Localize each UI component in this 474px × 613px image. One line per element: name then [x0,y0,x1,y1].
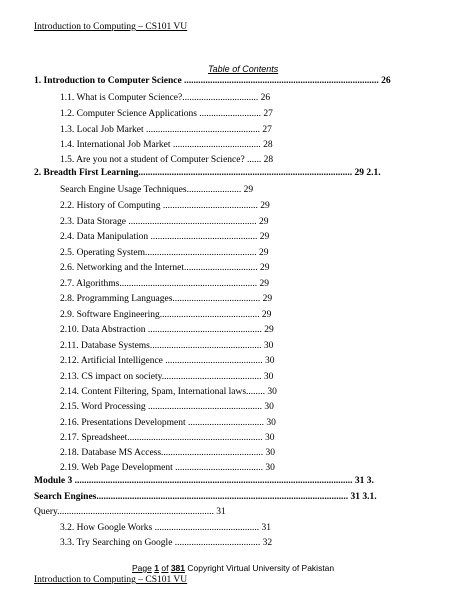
toc-entry[interactable]: 1.5. Are you not a student of Computer Science? ...... 28 [60,155,274,165]
toc-entry[interactable]: 2.9. Software Engineering.......................................... 29 [60,310,272,320]
page-header: Introduction to Computing – CS101 VU [34,22,188,32]
toc-entry[interactable]: 2.15. Word Processing ................................................ 30 [60,402,274,412]
copyright-text: Copyright Virtual University of Pakistan [187,563,335,573]
toc-entry[interactable]: 2.11. Database Systems............................................... 30 [60,341,274,351]
toc-entry[interactable]: 2. Breadth First Learning.......................................................................................... 29 2.1. [34,168,381,178]
toc-entry[interactable]: 2.5. Operating System............................................... 29 [60,248,269,258]
toc-entry[interactable]: 2.6. Networking and the Internet............................... 29 [60,263,270,273]
toc-entry[interactable]: 1.2. Computer Science Applications .......................... 27 [60,109,273,119]
toc-entry[interactable]: 1. Introduction to Computer Science .................................................................................. 26 [34,76,391,86]
toc-title: Table of Contents [208,64,279,74]
toc-entry[interactable]: Query.................................................................. 31 [34,507,226,517]
toc-entry[interactable]: 1.4. International Job Market ..................................... 28 [60,140,273,150]
toc-entry[interactable]: 2.17. Spreadsheet......................................................... 30 [60,433,275,443]
toc-entry[interactable]: 2.19. Web Page Development ..................................... 30 [60,463,275,473]
toc-entry[interactable]: 2.18. Database MS Access........................................... 30 [60,448,276,458]
toc-entry[interactable]: 1.1. What is Computer Science?................................ 26 [60,93,271,103]
toc-entry[interactable]: 2.7. Algorithms.......................................................... 29 [60,279,270,289]
toc-entry[interactable]: 3.2. How Google Works ............................................ 31 [60,523,271,533]
toc-entry[interactable]: 2.12. Artificial Intelligence ......................................... 30 [60,356,275,366]
toc-entry[interactable]: 2.2. History of Computing ........................................ 29 [60,201,270,211]
toc-entry[interactable]: 2.8. Programming Languages..................................... 29 [60,294,273,304]
page-total: 381 [170,563,185,573]
toc-entry[interactable]: 2.3. Data Storage ...................................................... 29 [60,217,269,227]
toc-entry[interactable]: 1.3. Local Job Market ................................................ 27 [60,125,272,135]
toc-entry[interactable]: 2.10. Data Abstraction ................................................ 29 [60,325,274,335]
toc-entry[interactable]: 2.13. CS impact on society.......................................... 30 [60,372,274,382]
page-of-label: of [161,563,169,573]
page-current: 1 [154,563,159,573]
toc-entry[interactable]: 2.4. Data Manipulation ............................................. 29 [60,232,270,242]
toc-entry[interactable]: 3.3. Try Searching on Google .................................... 32 [60,538,273,548]
toc-entry[interactable]: 2.16. Presentations Development ................................ 30 [60,418,276,428]
toc-entry[interactable]: Search Engines.......................................................................................................... 31 3.1. [34,492,377,502]
toc-entry[interactable]: Module 3 ..................................................................................................................... 31 3. [34,476,374,486]
toc-entry[interactable]: Search Engine Usage Techniques....................... 29 [60,185,254,195]
page-footer-pagination [132,563,334,573]
page-footer-title: Introduction to Computing – CS101 VU [34,575,188,585]
page-label: Page [132,563,152,573]
toc-entry[interactable]: 2.14. Content Filtering, Spam, International laws........ 30 [60,387,277,397]
